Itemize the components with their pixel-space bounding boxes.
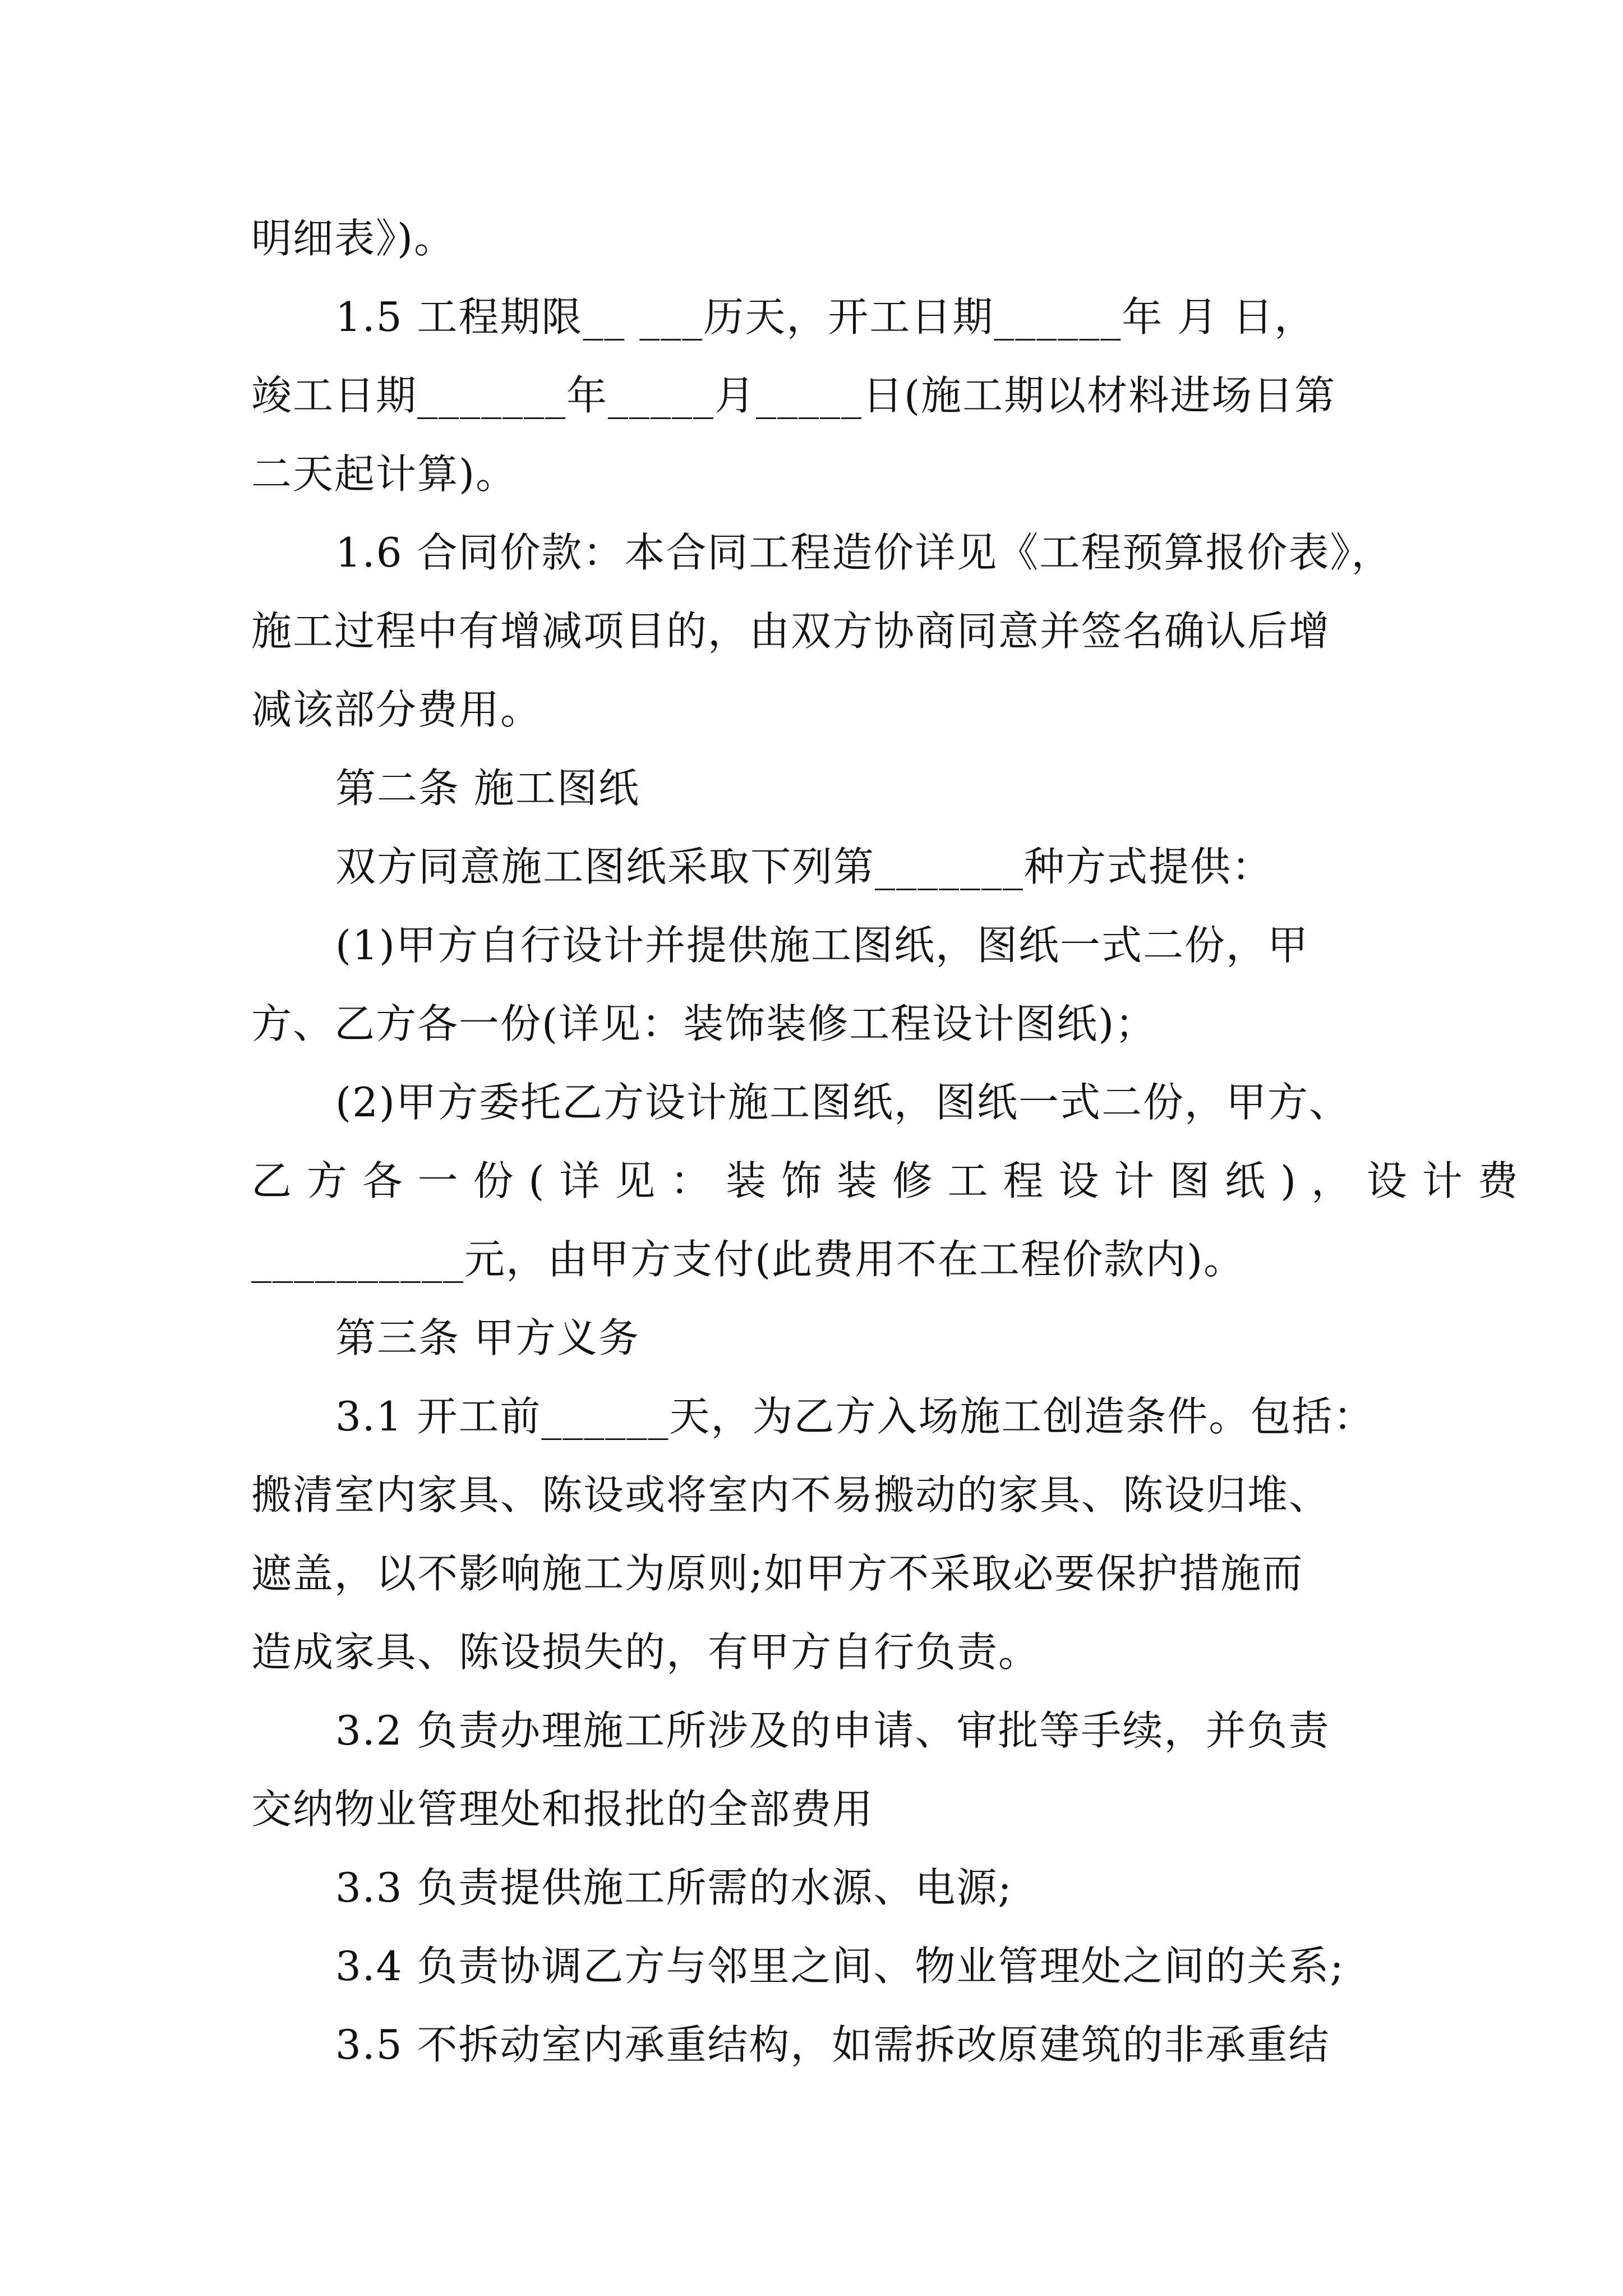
text-line: 3.3 负责提供施工所需的水源、电源; (335, 1864, 1013, 1911)
text-line: 竣工日期_______年_____月_____日(施工期以材料进场日第 (251, 372, 1336, 419)
text-line: 造成家具、陈设损失的，有甲方自行负责。 (251, 1628, 1040, 1676)
text-line: __________元，由甲方支付(此费用不在工程价款内)。 (251, 1236, 1246, 1283)
text-line: 3.1 开工前______天，为乙方入场施工创造条件。包括： (335, 1393, 1375, 1440)
text-line: 明细表》)。 (251, 215, 456, 262)
text-line: 施工过程中有增减项目的，由双方协商同意并签名确认后增 (251, 608, 1331, 655)
text-line: 交纳物业管理处和报批的全部费用 (251, 1786, 874, 1833)
section-heading: 第二条 施工图纸 (335, 765, 640, 812)
text-line: 双方同意施工图纸采取下列第_______种方式提供： (335, 843, 1274, 890)
text-line: 1.6 合同价款：本合同工程造价详见《工程预算报价表》， (335, 529, 1393, 576)
text-line: 1.5 工程期限__ ___历天，开工日期______年 月 日， (335, 293, 1316, 341)
text-line: 乙 方 各 一 份 ( 详 见 ： 装 饰 装 修 工 程 设 计 图 纸 ) ， 设 计 费 (251, 1157, 1519, 1204)
text-line: 二天起计算)。 (251, 450, 518, 498)
text-line: 搬清室内家具、陈设或将室内不易搬动的家具、陈设归堆、 (251, 1471, 1331, 1519)
text-line: 3.4 负责协调乙方与邻里之间、物业管理处之间的关系; (335, 1943, 1345, 1990)
text-line: 遮盖，以不影响施工为原则;如甲方不采取必要保护措施而 (251, 1550, 1304, 1597)
section-heading: 第三条 甲方义务 (335, 1314, 640, 1361)
text-line: 方、乙方各一份(详见：装饰装修工程设计图纸)； (251, 1000, 1157, 1047)
text-line: 3.5 不拆动室内承重结构，如需拆改原建筑的非承重结 (335, 2021, 1330, 2068)
text-line: (1)甲方自行设计并提供施工图纸，图纸一式二份，甲 (335, 922, 1309, 969)
text-line: 3.2 负责办理施工所涉及的申请、审批等手续，并负责 (335, 1707, 1330, 1754)
text-line: 减该部分费用。 (251, 686, 542, 733)
text-line: (2)甲方委托乙方设计施工图纸，图纸一式二份，甲方、 (335, 1079, 1350, 1126)
